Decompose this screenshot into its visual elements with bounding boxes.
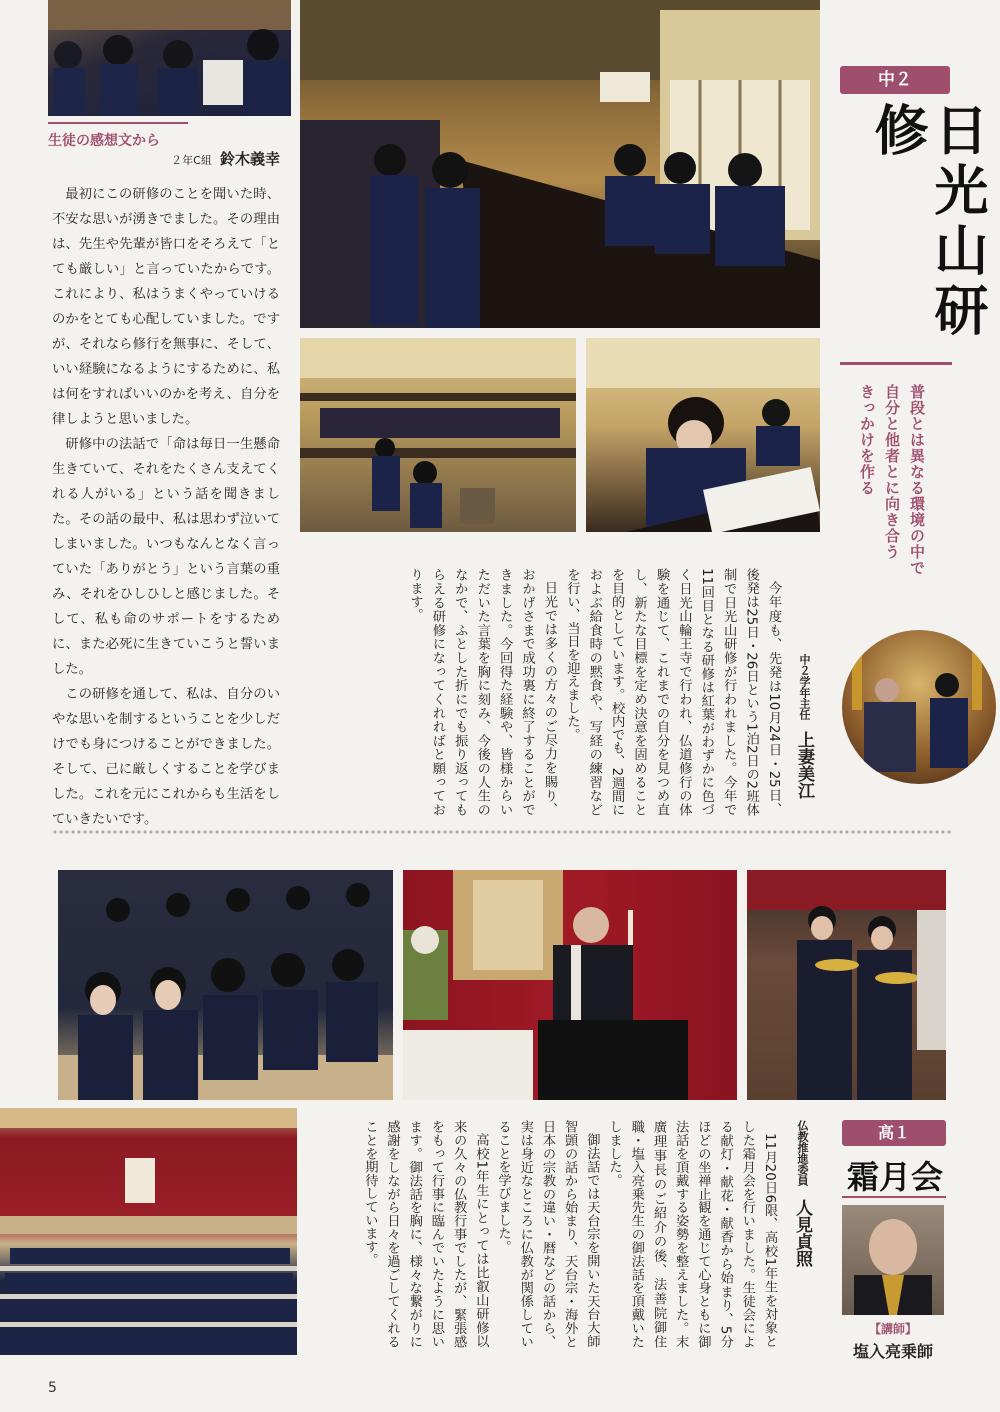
article1-author <box>792 654 817 804</box>
page-number: 5 <box>48 1380 57 1396</box>
article2-paragraph: 11月20日6限、高校1年生を対象とした霜月会を行いました。生徒会による献灯・献花・献香から始まり、5分ほどの坐禅止観を通じて心身ともに御法話を頂戴する姿勢を整えました。末廣理事長のご紹介の後、法善院御住職・塩入亮乗先生の御法話を頂戴いたしました。 <box>606 1120 777 1348</box>
essay-paragraph: この研修を通して、私は、自分のいやな思いを制するということを少しだけでも身につけることができました。そして、己に厳しくすることを学びました。これを元にこれからも生活をしていきたいです。 <box>52 687 280 827</box>
photo-gymnasium-ceremony <box>0 1108 297 1355</box>
photo-round-priest-ceremony <box>842 630 996 784</box>
article2-paragraph: 高校1年生にとっては比叡山研修以来の久々の仏教行事でしたが、緊張感をもって行事に臨んでいたように思います。御法話を胸に、様々な繋がりに感謝をしながら日々を過ごしてくれることを期待しています。 <box>362 1120 489 1348</box>
photo-lecturer-portrait <box>842 1205 944 1315</box>
grade-tag-label: 高１ <box>877 1123 910 1142</box>
lecturer-label: 【講師】 <box>868 1322 917 1336</box>
article1-author-role: 中２学年主任 <box>798 654 811 720</box>
grade-tag-high1 <box>842 1120 946 1146</box>
subtitle-line-3: きっかけを作る <box>858 384 876 496</box>
section-divider <box>52 829 952 835</box>
essay-paragraph: 最初にこの研修のことを聞いた時、不安な思いが湧きでました。その理由は、先生や先輩が皆口をそろえて「とても厳しい」と言っていたからです。これにより、私はうまくやっていけるのかをとても心配していました。ですが、それなら修行を無事に、そして、いい経験になるようにするために、私は何をすればいいのかを考え、自分を律しようと思いました。 <box>52 187 280 427</box>
photo-students-reading <box>48 0 291 116</box>
essay-body <box>52 182 280 832</box>
essay-heading: 生徒の感想文から <box>48 133 160 149</box>
photo-sutra-copying-room <box>300 338 576 532</box>
article1-paragraph: 日光では多くの方々のご尽力を賜り、おかげさまで成功裏に終了することができました。今回得た経験や、皆様からいただいた言葉を胸に刻み、今後の人生のなかで、ふとした折にでも振り返ってもらえる研修になってくれればと願っております。 <box>407 568 557 816</box>
section-subtitle <box>854 384 929 624</box>
essay-student-name: 鈴木義幸 <box>219 150 280 168</box>
subtitle-line-1: 普段とは異なる環境の中で <box>908 384 926 576</box>
essay-class-label: ２年C組 <box>171 154 212 167</box>
article2-body <box>318 1120 780 1348</box>
grade-tag-junior2 <box>840 66 950 94</box>
article2-author-name: 人見貞照 <box>792 1199 812 1268</box>
title-underline <box>840 362 952 365</box>
lecturer-name: 塩入亮乗師 <box>852 1342 933 1361</box>
photo-student-writing <box>586 338 820 532</box>
essay-author <box>160 148 280 169</box>
lecturer-caption <box>834 1320 952 1362</box>
article2-author <box>790 1120 815 1360</box>
grade-tag-label: 中２ <box>878 70 912 90</box>
section2-title-underline <box>842 1196 946 1198</box>
essay-paragraph: 研修中の法話で「命は毎日一生懸命生きていて、それをたくさん支えてくれる人がいる」という話を聞きました。その話の最中、私は思わず泣いてしまいました。いつもなんとなく言っていた「ありがとう」という言葉の重み、それをひしひしと感じました。そして、私も命のサポートをするために、また必死に生きていこうと誓いました。 <box>52 437 280 677</box>
subtitle-line-2: 自分と他者とに向き合う <box>883 384 901 560</box>
photo-priest-lecture <box>403 870 737 1100</box>
article2-author-role: 仏教推進委員 <box>796 1120 809 1186</box>
article1-body <box>310 568 784 816</box>
article1-author-name: 上妻美江 <box>794 731 814 800</box>
section-title-shimotsuki: 霜月会 <box>846 1158 943 1196</box>
photo-students-seated-assembly <box>58 870 393 1100</box>
section-title-nikko: 日光山研修 <box>866 102 990 342</box>
article1-paragraph: 今年度も、先発は10月24日・25日、後発は25日・26日という1泊2日の2班体制で日光山研修が行われました。今年で11回目となる研修は紅葉がわずかに色づく日光山輪王寺で行われ、仏道修行の体験を通じて、これまでの自分を見つめ直し、新たな目標を定め決意を固めることを目的としています。校内でも、2週間におよぶ給食時の黙食や、写経の練習などを行い、当日を迎えました。 <box>564 568 781 816</box>
photo-meal-hall <box>300 0 820 328</box>
article2-paragraph: 御法話では天台宗を開いた天台大師智顗の話から始まり、天台宗・海外と日本の宗教の違い・暦などの話から、実は身近なところに仏教が関係していることを学びました。 <box>495 1120 600 1348</box>
photo-candle-offering <box>747 870 946 1100</box>
